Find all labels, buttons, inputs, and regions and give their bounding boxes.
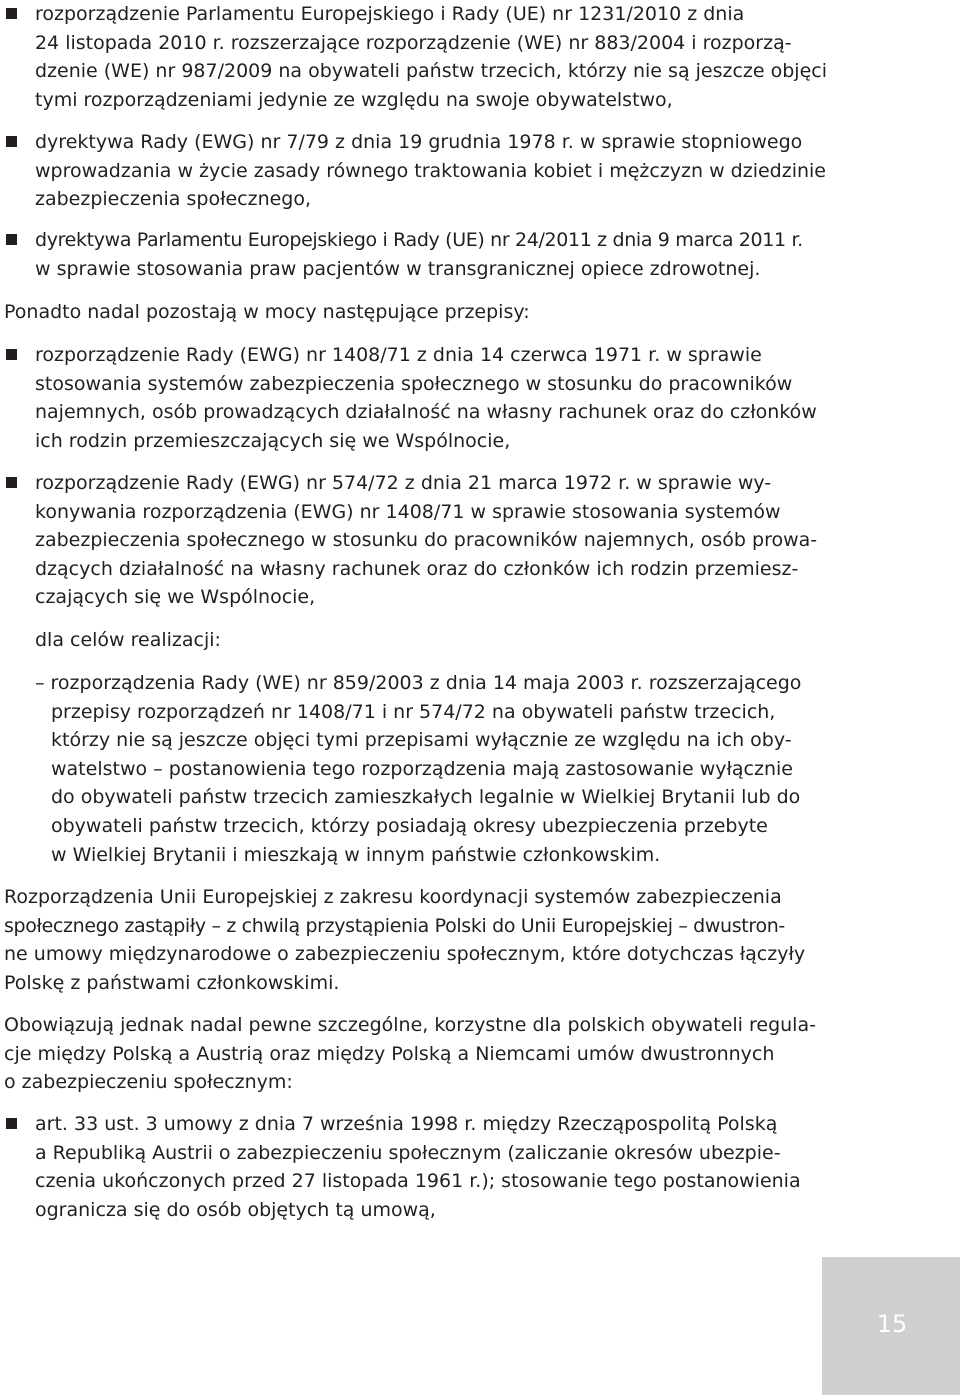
square-bullet-icon	[6, 349, 17, 360]
square-bullet-icon	[6, 234, 17, 245]
text-line: – rozporządzenia Rady (WE) nr 859/2003 z dnia 14 maja 2003 r. rozszerzającego	[35, 672, 802, 694]
text-line: 24 listopada 2010 r. rozszerzające rozporządzenie (WE) nr 883/2004 i rozporzą-	[35, 31, 792, 54]
square-bullet-icon	[6, 477, 17, 488]
text-line: stosowania systemów zabezpieczenia społecznego w stosunku do pracowników	[35, 372, 793, 395]
text-line: obywateli państw trzecich, którzy posiadają okresy ubezpieczenia przebyte	[51, 814, 768, 837]
text-line: czających się we Wspólnocie,	[35, 586, 316, 609]
list-item	[0, 128, 826, 214]
text-line: ogranicza się do osób objętych tą umową,	[35, 1198, 436, 1221]
purpose-label	[35, 626, 221, 655]
text-line: czenia ukończonych przed 27 listopada 1961 r.); stosowanie tego postanowienia	[35, 1170, 801, 1193]
text-line: do obywateli państw trzecich zamieszkałych legalnie w Wielkiej Brytanii lub do	[51, 786, 801, 809]
text-line: najemnych, osób prowadzących działalność na własny rachunek oraz do członków	[35, 401, 817, 424]
text-line: którzy nie są jeszcze objęci tymi przepisami wyłącznie ze względu na ich oby-	[51, 729, 792, 752]
text-line: cje między Polską a Austrią oraz między Polską a Niemcami umów dwustronnych	[4, 1042, 775, 1065]
dash-list-item	[35, 669, 801, 869]
text-line: Ponadto nadal pozostają w mocy następujące przepisy:	[4, 301, 530, 323]
list-item	[0, 1110, 801, 1224]
list-item	[0, 226, 803, 283]
page-number: 15	[876, 1310, 908, 1338]
page-number-box	[822, 1257, 960, 1395]
text-line: o zabezpieczeniu społecznym:	[4, 1071, 293, 1094]
paragraph	[4, 298, 530, 327]
list-item	[0, 0, 827, 114]
text-line: zabezpieczenia społecznego,	[35, 188, 312, 211]
text-line: watelstwo – postanowienia tego rozporządzenia mają zastosowanie wyłącznie	[51, 757, 793, 780]
square-bullet-icon	[6, 1118, 17, 1129]
text-line: ne umowy międzynarodowe o zabezpieczeniu społecznym, które dotychczas łączyły	[4, 943, 806, 966]
text-line: przepisy rozporządzeń nr 1408/71 i nr 574/72 na obywateli państw trzecich,	[51, 700, 776, 723]
text-line: dzących działalność na własny rachunek oraz do członków ich rodzin przemiesz-	[35, 557, 799, 580]
text-line: Rozporządzenia Unii Europejskiej z zakresu koordynacji systemów zabezpieczenia	[4, 886, 782, 908]
text-line: rozporządzenie Parlamentu Europejskiego i Rady (UE) nr 1231/2010 z dnia	[35, 3, 745, 25]
text-line: dyrektywa Rady (EWG) nr 7/79 z dnia 19 grudnia 1978 r. w sprawie stopniowego	[35, 131, 803, 153]
text-line: ich rodzin przemieszczających się we Wspólnocie,	[35, 429, 511, 452]
text-line: konywania rozporządzenia (EWG) nr 1408/71 w sprawie stosowania systemów	[35, 500, 781, 523]
square-bullet-icon	[6, 8, 17, 19]
list-item	[0, 341, 817, 455]
text-line: rozporządzenie Rady (EWG) nr 574/72 z dnia 21 marca 1972 r. w sprawie wy-	[35, 472, 772, 494]
text-line: Polskę z państwami członkowskimi.	[4, 971, 340, 994]
text-line: rozporządzenie Rady (EWG) nr 1408/71 z dnia 14 czerwca 1971 r. w sprawie	[35, 344, 762, 366]
text-line: art. 33 ust. 3 umowy z dnia 7 września 1998 r. między Rzecząpospolitą Polską	[35, 1113, 778, 1135]
text-line: społecznego zastąpiły – z chwilą przystąpienia Polski do Unii Europejskiej – dwustron-	[4, 914, 785, 937]
text-line: dyrektywa Parlamentu Europejskiego i Rady (UE) nr 24/2011 z dnia 9 marca 2011 r.	[35, 229, 803, 251]
paragraph	[4, 1011, 816, 1097]
text-line: w sprawie stosowania praw pacjentów w transgranicznej opiece zdrowotnej.	[35, 257, 761, 280]
text-line: dzenie (WE) nr 987/2009 na obywateli państw trzecich, którzy nie są jeszcze objęci	[35, 60, 827, 83]
text-line: Obowiązują jednak nadal pewne szczególne, korzystne dla polskich obywateli regula-	[4, 1014, 816, 1036]
text-line: a Republiką Austrii o zabezpieczeniu społecznym (zaliczanie okresów ubezpie-	[35, 1141, 781, 1164]
square-bullet-icon	[6, 136, 17, 147]
paragraph	[4, 883, 805, 997]
text-line: wprowadzania w życie zasady równego traktowania kobiet i mężczyzn w dziedzinie	[35, 159, 826, 182]
text-line: w Wielkiej Brytanii i mieszkają w innym państwie członkowskim.	[51, 843, 661, 866]
text-line: zabezpieczenia społecznego w stosunku do pracowników najemnych, osób prowa-	[35, 529, 818, 552]
text-line: tymi rozporządzeniami jedynie ze względu na swoje obywatelstwo,	[35, 88, 673, 111]
text-line: dla celów realizacji:	[35, 629, 221, 651]
list-item	[0, 469, 817, 612]
